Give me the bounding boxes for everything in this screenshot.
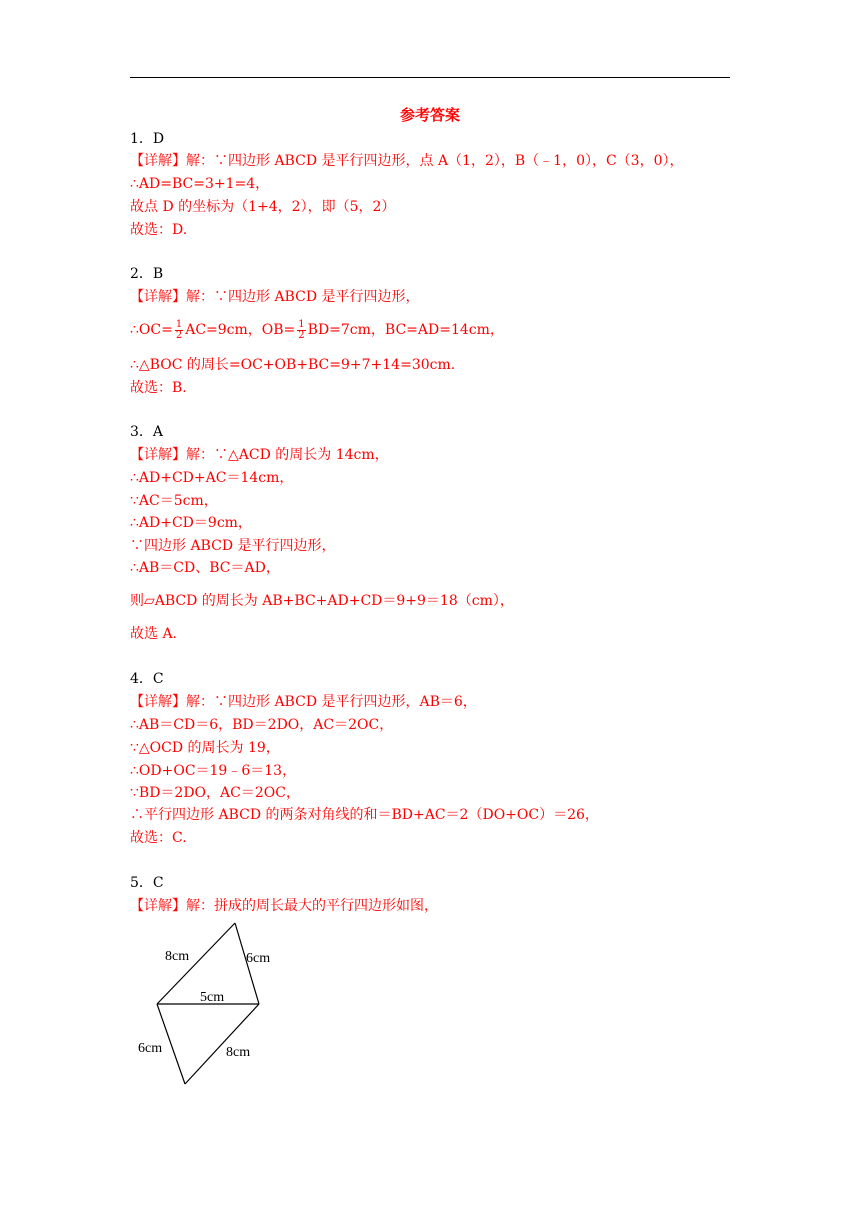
q4-line-4: ∴OD+OC＝19﹣6＝13， [130,763,297,779]
label-diagonal: 5cm [200,990,225,1005]
q4-line-6: ∴平行四边形 ABCD 的两条对角线的和＝BD+AC＝2（DO+OC）＝26， [130,807,599,823]
q3-line-5: ∵四边形 ABCD 是平行四边形， [130,538,336,554]
q1-line-1: 【详解】解：∵四边形 ABCD 是平行四边形，点 A（1，2），B（﹣1，0），C（3，0）， [130,153,684,169]
page-title: 参考答案 [399,106,460,124]
q4-line-2: ∴AB＝CD＝6，BD＝2DO，AC＝2OC， [130,717,394,733]
q4-line-5: ∵BD＝2DO，AC＝2OC， [130,785,300,801]
q2-number: 2．B [130,266,164,282]
q1-number: 1．D [130,131,165,147]
q3-number: 3．A [130,424,164,440]
fraction-half-2: $\frac{1}{2}$ [298,318,305,341]
q3-line-2: ∴AD+CD+AC＝14cm， [130,470,294,486]
q3-line-6: ∴AB＝CD、BC＝AD， [130,560,280,576]
q2-line-3: ∴△BOC 的周长=OC+OB+BC=9+7+14=30cm. [130,357,456,373]
q4-line-1: 【详解】解：∵四边形 ABCD 是平行四边形，AB＝6， [130,694,477,710]
q1-line-4: 故选：D. [130,222,188,238]
q3-line-4: ∴AD+CD＝9cm， [130,515,252,531]
label-top-right: 6cm [246,951,271,966]
q4-number: 4．C [130,671,164,687]
edge-bottom-right [185,1004,259,1084]
q3-line-8: 故选 A. [130,626,178,642]
label-top-left: 8cm [165,949,190,964]
q5-line-1: 【详解】解：拼成的周长最大的平行四边形如图， [130,898,438,914]
q1-line-3: 故点 D 的坐标为（1+4，2），即（5，2） [130,199,396,215]
fraction-half-1: $\frac{1}{2}$ [175,318,183,341]
q3-line-1: 【详解】解：∵△ACD 的周长为 14cm， [130,447,389,463]
q4-line-3: ∵△OCD 的周长为 19， [130,740,280,756]
q3-line-3: ∵AC＝5cm， [130,493,218,509]
q1-line-2: ∴AD=BC=3+1=4， [130,176,270,192]
parallelogram-figure [130,915,300,1090]
label-bottom-left: 6cm [138,1041,163,1056]
q2-line-2: ∴OC= $\frac{1}{2}$ AC=9cm，OB= $\frac{1}{2}$ BD=7cm，BC=AD=14cm， [130,318,504,341]
q4-line-7: 故选：C. [130,830,187,846]
header-rule [130,77,730,78]
q2-line-1: 【详解】解：∵四边形 ABCD 是平行四边形， [130,289,420,305]
q2-line-4: 故选：B. [130,380,187,396]
q3-line-7: 则▱ABCD 的周长为 AB+BC+AD+CD＝9+9＝18（cm）， [130,593,514,609]
q5-number: 5．C [130,875,164,891]
label-bottom-right: 8cm [226,1045,251,1060]
